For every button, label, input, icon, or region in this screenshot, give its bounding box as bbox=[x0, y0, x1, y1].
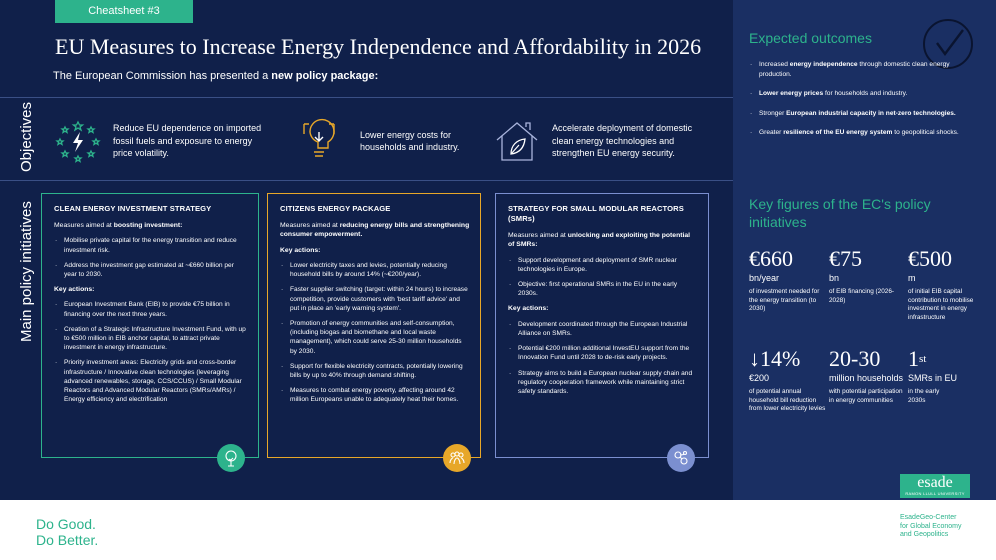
list-item: · Address the investment gap estimated at ~€660 billion per year to 2030. bbox=[54, 261, 248, 279]
cheatsheet-tag: Cheatsheet #3 bbox=[55, 0, 193, 23]
subtitle-bold: new policy package: bbox=[271, 70, 379, 82]
outcomes-title: Expected outcomes bbox=[749, 30, 872, 46]
objective-text-3: Accelerate deployment of domestic clean energy technologies and strengthen EU energy security. bbox=[552, 123, 693, 159]
card-title: CITIZENS ENERGY PACKAGE bbox=[280, 204, 391, 213]
key-actions-text: Key actions: bbox=[54, 286, 95, 294]
list-item: · Strategy aims to build a European nuclear supply chain and regulatory cooperation framework while maintaining strict safety standards. bbox=[508, 369, 698, 397]
key-figure bbox=[749, 247, 829, 314]
house-leaf-icon bbox=[494, 118, 540, 164]
card-clean-energy-investment bbox=[41, 193, 259, 458]
key-figure bbox=[829, 347, 909, 405]
card-actions bbox=[280, 261, 470, 405]
badge-tree bbox=[217, 444, 245, 472]
objective-text-1: Reduce EU dependence on imported fossil fuels and exposure to energy price volatility. bbox=[113, 123, 262, 159]
objectives-label: Objectives bbox=[18, 101, 35, 172]
card-actions bbox=[54, 300, 248, 404]
list-item bbox=[749, 60, 969, 79]
footer bbox=[0, 500, 996, 560]
figure-value: €500 bbox=[908, 246, 952, 271]
key-actions-label bbox=[508, 304, 698, 313]
aim-text: Measures aimed at bbox=[54, 222, 114, 229]
list-item: · Lower electricity taxes and levies, potentially reducing household bills by around 14% (~€200/year). bbox=[280, 261, 470, 279]
outcome-text: for households and industry. bbox=[823, 90, 908, 97]
outcome-bold: energy independence bbox=[789, 61, 858, 68]
initiatives-label: Main policy initiatives bbox=[18, 201, 35, 342]
objective-3 bbox=[494, 118, 724, 164]
figure-value: 20-30 bbox=[829, 346, 881, 371]
list-item: · Priority investment areas: Electricity grids and cross-border infrastructure / Innovative clean technologies (leveraging advanced renewables, storage, CCS/CCUS) / Small Modular Reactors and Advanced Modular Reactors (SMRs/AMRs) / Energy efficiency and electrification bbox=[54, 358, 248, 404]
figure-value: ↓14% bbox=[749, 346, 801, 371]
logo-main: esade bbox=[917, 474, 953, 491]
tree-icon bbox=[222, 449, 240, 467]
card-citizens-energy-package bbox=[267, 193, 481, 458]
list-item: · Creation of a Strategic Infrastructure Investment Fund, with up to €500 million in EIB anchor capital, to attract private investment in energy infrastructure. bbox=[54, 325, 248, 353]
outcome-bold: Lower energy prices bbox=[759, 90, 824, 97]
figure-value: €660 bbox=[749, 246, 793, 271]
slogan-line: Do Better. bbox=[36, 532, 99, 548]
card-bullets bbox=[54, 236, 248, 279]
center-line: EsadeGeo-Center bbox=[900, 514, 957, 521]
list-item: · Development coordinated through the European Industrial Alliance on SMRs. bbox=[508, 320, 698, 338]
card-title: CLEAN ENERGY INVESTMENT STRATEGY bbox=[54, 204, 212, 213]
key-actions-label bbox=[280, 246, 470, 255]
figure-value-main: 1 bbox=[908, 346, 919, 371]
list-item: · Objective: first operational SMRs in the EU in the early 2030s. bbox=[508, 280, 698, 298]
list-item: · Measures to combat energy poverty, affecting around 42 million Europeans unable to adequately heat their homes. bbox=[280, 386, 470, 404]
outcome-bold: European industrial capacity in net-zero technologies. bbox=[786, 109, 956, 117]
card-aim bbox=[280, 221, 470, 240]
list-item: · Mobilise private capital for the energy transition and reduce investment risk. bbox=[54, 236, 248, 254]
list-item: · Support for flexible electricity contracts, potentially lowering bills by up to 40% through demand shifting. bbox=[280, 362, 470, 380]
list-item: · Potential €200 million additional InvestEU support from the Innovation Fund until 2028 to de-risk early projects. bbox=[508, 344, 698, 362]
divider-middle bbox=[0, 180, 733, 181]
outcome-text: Increased bbox=[759, 61, 790, 68]
figure-value bbox=[908, 347, 988, 371]
card-title: STRATEGY FOR SMALL MODULAR REACTORS (SMRs) bbox=[508, 204, 684, 223]
outcome-text: Stronger bbox=[759, 109, 787, 117]
aim-bold: unlocking and exploiting the potential of SMRs: bbox=[508, 232, 691, 249]
key-actions-label bbox=[54, 285, 248, 294]
divider-top bbox=[0, 97, 733, 98]
figure-desc: of EIB financing (2026-2028) bbox=[829, 288, 895, 304]
atom-network-icon bbox=[672, 449, 690, 467]
list-item: · Support development and deployment of SMR nuclear technologies in Europe. bbox=[508, 256, 698, 274]
aim-text: Measures aimed at bbox=[280, 222, 340, 229]
center-name bbox=[900, 514, 961, 540]
figure-unit: SMRs in EU bbox=[908, 373, 958, 383]
card-bullets bbox=[508, 256, 698, 299]
figure-desc: with potential participation in energy communities bbox=[829, 388, 903, 404]
outcome-bold: resilience of the EU energy system bbox=[783, 129, 893, 136]
center-line: for Global Economy bbox=[900, 522, 962, 530]
aim-text: Measures aimed at bbox=[508, 232, 568, 239]
figure-unit: bn/year bbox=[749, 273, 780, 283]
figure-value: €75 bbox=[829, 246, 862, 271]
lightbulb-down-icon bbox=[296, 118, 342, 164]
esade-logo[interactable] bbox=[900, 474, 970, 498]
outcome-text: to geopolitical shocks. bbox=[892, 129, 959, 136]
subtitle-text: The European Commission has presented a bbox=[53, 70, 272, 82]
card-aim bbox=[54, 221, 248, 230]
list-item: · European Investment Bank (EIB) to provide €75 billion in financing over the next three years. bbox=[54, 300, 248, 318]
key-figures-title: Key figures of the EC's policy initiatives bbox=[749, 196, 931, 230]
key-figure bbox=[749, 347, 829, 414]
objective-text-2: Lower energy costs for households and industry. bbox=[360, 129, 460, 152]
aim-bold: reducing energy bills and strengthening consumer empowerment. bbox=[280, 222, 470, 239]
slogan bbox=[36, 516, 98, 548]
objective-1 bbox=[55, 118, 265, 164]
key-figure bbox=[829, 247, 909, 305]
card-aim bbox=[508, 231, 698, 250]
list-item bbox=[749, 128, 969, 138]
key-actions-text: Key actions: bbox=[280, 246, 321, 254]
figure-unit: m bbox=[908, 273, 916, 283]
card-actions bbox=[508, 320, 698, 396]
card-smr-strategy bbox=[495, 193, 709, 458]
outcomes-list bbox=[749, 60, 969, 148]
key-figure bbox=[908, 247, 988, 322]
outcome-text: through domestic clean energy production. bbox=[759, 61, 950, 78]
aim-bold: boosting investment: bbox=[113, 222, 183, 229]
figure-value-sup: st bbox=[919, 353, 927, 365]
badge-people bbox=[443, 444, 471, 472]
list-item bbox=[749, 109, 969, 119]
outcome-text: Greater bbox=[759, 129, 784, 136]
figure-desc: of initial EIB capital contribution to mobilise investment in energy infrastructure bbox=[908, 288, 974, 321]
key-actions-text: Key actions: bbox=[508, 305, 549, 313]
people-group-icon bbox=[448, 449, 466, 467]
figure-unit: bn bbox=[829, 273, 840, 283]
page-title: EU Measures to Increase Energy Independence and Affordability in 2026 bbox=[55, 34, 702, 59]
list-item bbox=[749, 89, 969, 99]
list-item: · Promotion of energy communities and self-consumption, (including biogas and biomethane and local waste management), which could serve 25-30 million households by 2030. bbox=[280, 319, 470, 356]
eu-stars-energy-icon bbox=[55, 118, 101, 164]
slogan-line: Do Good. bbox=[36, 516, 96, 532]
figure-unit: million households bbox=[829, 373, 904, 383]
figure-desc: of investment needed for the energy transition (to 2030) bbox=[749, 288, 820, 313]
badge-atom bbox=[667, 444, 695, 472]
center-line: and Geopolitics bbox=[900, 531, 949, 539]
key-figure bbox=[908, 347, 988, 405]
list-item: · Faster supplier switching (target: within 24 hours) to increase competition, provide customers with 'best tariff advice' and put in place an 'early warning system'. bbox=[280, 285, 470, 313]
logo-sub: RAMON LLULL UNIVERSITY bbox=[905, 491, 965, 496]
figure-unit: €200 bbox=[749, 373, 770, 383]
page-subtitle bbox=[53, 70, 378, 82]
objective-2 bbox=[296, 118, 476, 164]
figure-desc: of potential annual household bill reduction from lower electricity levies bbox=[749, 388, 826, 413]
figure-desc: in the early 2030s bbox=[908, 388, 940, 404]
